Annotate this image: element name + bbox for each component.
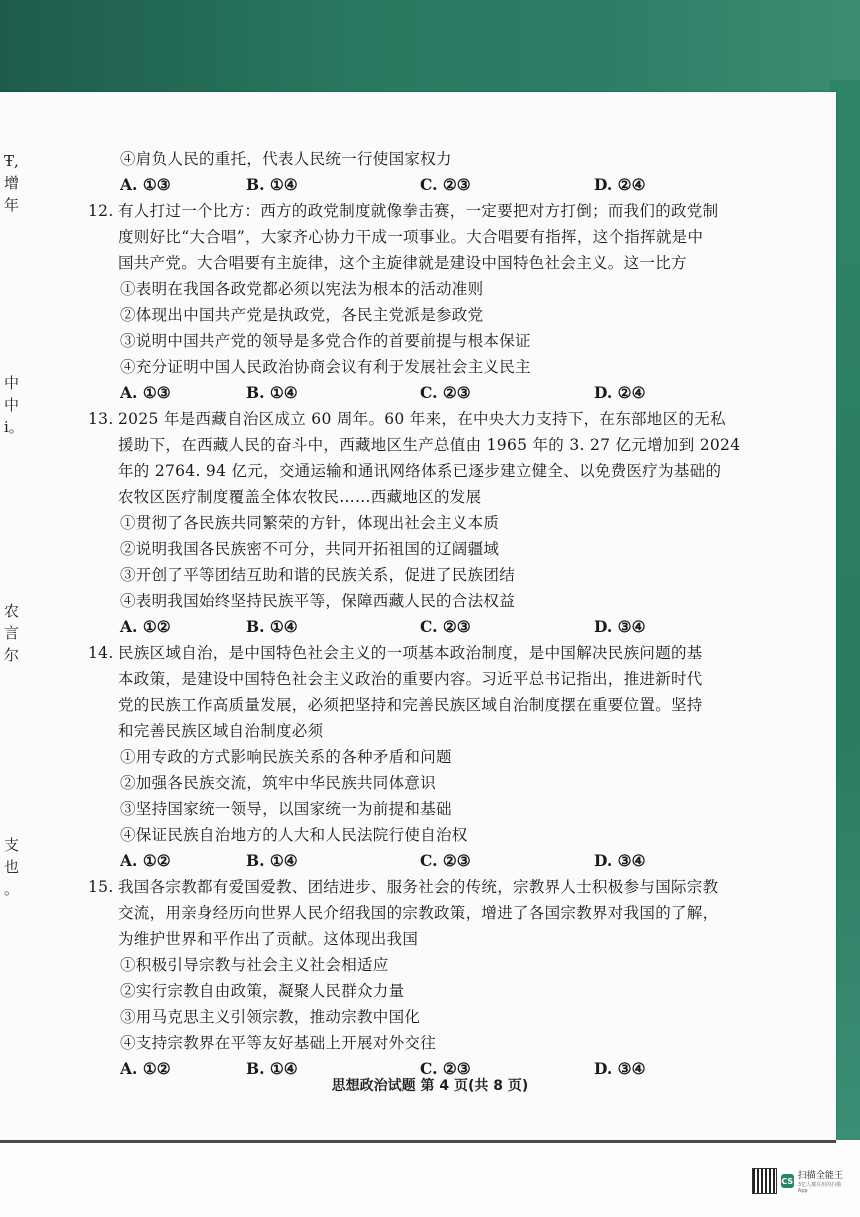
question-12 xyxy=(88,198,778,406)
answer-choices xyxy=(88,380,778,406)
option-item: ①贯彻了各民族共同繁荣的方针，体现出社会主义本质 xyxy=(120,514,500,532)
question-number: 13. xyxy=(88,410,114,428)
question-stem-line: 度则好比“大合唱”，大家齐心协力干成一项事业。大合唱要有指挥，这个指挥就是中 xyxy=(118,228,704,246)
answer-choices xyxy=(88,172,778,198)
choice-b: B. ①④ xyxy=(246,383,298,402)
choice-c: C. ②③ xyxy=(420,851,471,870)
choice-a: A. ①② xyxy=(120,851,171,870)
option-item: ③开创了平等团结互助和谐的民族关系，促进了民族团结 xyxy=(120,566,516,584)
question-stem-line: 和完善民族区域自治制度必须 xyxy=(118,722,324,740)
margin-fragment-1: Ŧ, 增 年 xyxy=(4,152,20,214)
option-item: ①积极引导宗教与社会主义社会相适应 xyxy=(120,956,389,974)
question-13 xyxy=(88,406,778,640)
choice-c: C. ②③ xyxy=(420,175,471,194)
option-item: ④肩负人民的重托，代表人民统一行使国家权力 xyxy=(120,150,452,168)
choice-d: D. ②④ xyxy=(594,383,646,402)
choice-a: A. ①③ xyxy=(120,175,171,194)
bottom-area xyxy=(0,1140,860,1217)
option-item: ④保证民族自治地方的人大和人民法院行使自治权 xyxy=(120,826,468,844)
question-15 xyxy=(88,874,778,1082)
option-item: ①用专政的方式影响民族关系的各种矛盾和问题 xyxy=(120,748,452,766)
choice-b: B. ①④ xyxy=(246,617,298,636)
choice-d: D. ③④ xyxy=(594,1059,646,1078)
badge-title: 扫描全能王 xyxy=(797,1171,843,1181)
choice-c: C. ②③ xyxy=(420,383,471,402)
choice-d: D. ③④ xyxy=(594,617,646,636)
question-11-tail xyxy=(88,146,778,198)
option-item: ④充分证明中国人民政治协商会议有利于发展社会主义民主 xyxy=(120,358,531,376)
question-stem-line: 15. 我国各宗教都有爱国爱教、团结进步、服务社会的传统，宗教界人士积极参与国际宗教 xyxy=(88,874,778,900)
option-item: ③用马克思主义引领宗教，推动宗教中国化 xyxy=(120,1008,421,1026)
question-stem-line: 国共产党。大合唱要有主旋律，这个主旋律就是建设中国特色社会主义。这一比方 xyxy=(118,254,687,272)
bottom-rule xyxy=(0,1140,836,1143)
option-item: ②说明我国各民族密不可分，共同开拓祖国的辽阔疆域 xyxy=(120,540,500,558)
question-stem-line: 农牧区医疗制度覆盖全体农牧民……西藏地区的发展 xyxy=(118,488,482,506)
question-stem-line: 交流，用亲身经历向世界人民介绍我国的宗教政策，增进了各国宗教界对我国的了解， xyxy=(118,904,719,922)
answer-choices xyxy=(88,848,778,874)
question-14 xyxy=(88,640,778,874)
question-stem-line: 14. 民族区域自治，是中国特色社会主义的一项基本政治制度，是中国解决民族问题的基 xyxy=(88,640,778,666)
answer-choices xyxy=(88,614,778,640)
option-item: ①表明在我国各政党都必须以宪法为根本的活动准则 xyxy=(120,280,484,298)
question-stem-line: 党的民族工作高质量发展，必须把坚持和完善民族区域自治制度摆在重要位置。坚持 xyxy=(118,696,703,714)
margin-fragment-3: 农 言 尔 xyxy=(4,602,20,664)
camscanner-logo-icon: CS xyxy=(781,1174,794,1188)
choice-d: D. ③④ xyxy=(594,851,646,870)
option-item: ④表明我国始终坚持民族平等，保障西藏人民的合法权益 xyxy=(120,592,516,610)
page-footer: 思想政治试题 第 4 页(共 8 页) xyxy=(331,1078,529,1094)
option-item: ②实行宗教自由政策，凝聚人民群众力量 xyxy=(120,982,405,1000)
question-number: 12. xyxy=(88,202,114,220)
question-list xyxy=(88,146,778,1082)
choice-b: B. ①④ xyxy=(246,1059,298,1078)
question-number: 14. xyxy=(88,644,114,662)
badge-subtitle: 3亿人都在用的扫描App xyxy=(797,1182,842,1194)
choice-a: A. ①② xyxy=(120,1059,171,1078)
option-item: ③坚持国家统一领导，以国家统一为前提和基础 xyxy=(120,800,452,818)
question-stem-line: 为维护世界和平作出了贡献。这体现出我国 xyxy=(118,930,419,948)
scanner-badge xyxy=(752,1166,848,1196)
choice-b: B. ①④ xyxy=(246,851,298,870)
margin-fragment-4: 支 也 。 xyxy=(4,836,20,898)
background-top xyxy=(0,0,860,96)
question-stem-line: 年的 2764. 94 亿元，交通运输和通讯网络体系已逐步建立健全、以免费医疗为基础的 xyxy=(118,462,722,480)
question-stem-line: 12. 有人打过一个比方：西方的政党制度就像拳击赛，一定要把对方打倒；而我们的政党制 xyxy=(88,198,778,224)
choice-a: A. ①③ xyxy=(120,383,171,402)
margin-fragment-2: 中 中 i。 xyxy=(4,374,24,436)
question-stem-line: 援助下，在西藏人民的奋斗中，西藏地区生产总值由 1965 年的 3. 27 亿元增加到 2024 xyxy=(118,436,741,454)
option-item: ②体现出中国共产党是执政党，各民主党派是参政党 xyxy=(120,306,484,324)
choice-c: C. ②③ xyxy=(420,1059,471,1078)
option-item: ③说明中国共产党的领导是多党合作的首要前提与根本保证 xyxy=(120,332,531,350)
question-stem-line: 13. 2025 年是西藏自治区成立 60 周年。60 年来，在中央大力支持下，在东部地区的无私 xyxy=(88,406,778,432)
choice-c: C. ②③ xyxy=(420,617,471,636)
choice-d: D. ②④ xyxy=(594,175,646,194)
option-item: ②加强各民族交流，筑牢中华民族共同体意识 xyxy=(120,774,437,792)
question-stem-line: 本政策，是建设中国特色社会主义政治的重要内容。习近平总书记指出，推进新时代 xyxy=(118,670,703,688)
choice-b: B. ①④ xyxy=(246,175,298,194)
question-number: 15. xyxy=(88,878,114,896)
option-item: ④支持宗教界在平等友好基础上开展对外交往 xyxy=(120,1034,437,1052)
qr-code-icon xyxy=(752,1168,777,1194)
choice-a: A. ①② xyxy=(120,617,171,636)
